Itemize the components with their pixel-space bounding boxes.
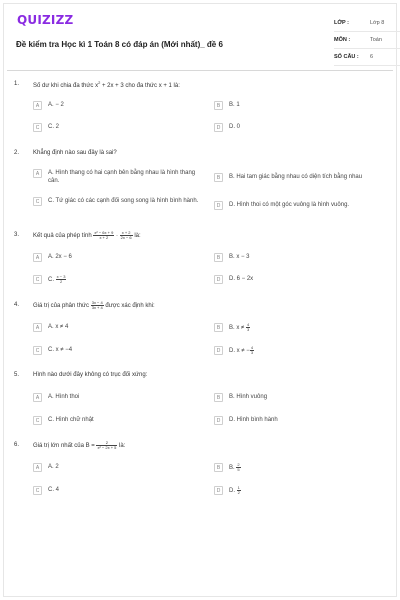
option-letter: C: [33, 416, 42, 425]
option-text: B. 1: [229, 102, 240, 108]
question-text: Giá trị của phân thức $\frac{3x - 4}{3x + 4}$ được xác định khi:: [33, 299, 155, 310]
option-letter: C: [33, 197, 42, 206]
option-text: C. 4: [48, 487, 60, 493]
option-c[interactable]: [33, 345, 203, 355]
option-b[interactable]: [214, 322, 384, 332]
option-d[interactable]: [214, 200, 394, 210]
question-number: 5.: [14, 372, 20, 378]
document-title: Đề kiểm tra Học kì 1 Toán 8 có đáp án (Mới nhất)_ đề 6: [16, 40, 223, 49]
option-letter: D: [214, 346, 223, 355]
option-text: D. 6 − 2x: [229, 276, 254, 282]
option-text: D. x ≠ − $\frac{4}{3}$: [229, 345, 254, 355]
option-d[interactable]: [214, 274, 384, 284]
fraction: $\frac{4}{3}$: [246, 322, 250, 332]
option-letter: B: [214, 173, 223, 182]
meta-value: 6: [370, 54, 374, 60]
option-letter: A: [33, 101, 42, 110]
option-c[interactable]: [33, 122, 203, 132]
option-text: B. Hình vuông: [229, 394, 268, 400]
question-number: 1.: [14, 81, 20, 87]
option-a[interactable]: [33, 462, 203, 472]
fraction: $\frac{2}{\text{x² − 2x + 5}}$: [97, 439, 117, 450]
question-text: Hình nào dưới đây không có trục đối xứng:: [33, 372, 148, 378]
meta-row-subject: [334, 32, 400, 49]
option-text: D. Hình thoi có một góc vuông là hình vuông.: [229, 202, 350, 208]
fraction: $\frac{\text{x² − 6x + 9}}{x + 2}$: [94, 229, 114, 240]
option-text: C. $\frac{x - 3}{2}$: [48, 274, 66, 284]
fraction: $\frac{1}{2}$: [237, 485, 240, 495]
question-4: [14, 300, 386, 364]
option-letter: A: [33, 323, 42, 332]
question-number: 3.: [14, 232, 20, 238]
option-letter: B: [214, 101, 223, 110]
option-letter: D: [214, 275, 223, 284]
option-letter: A: [33, 393, 42, 402]
meta-value: Toán: [370, 37, 382, 43]
header: [16, 10, 386, 62]
fraction: $\frac{x + 2}{2x - 6}$: [120, 229, 132, 240]
option-b[interactable]: [214, 100, 384, 110]
option-letter: C: [33, 123, 42, 132]
option-letter: B: [214, 393, 223, 402]
question-text: Kết quả của phép tính $\frac{\text{x² − 6x + 9}}{x + 2}$ · $\frac{x + 2}{2x - 6}$ là:: [33, 229, 141, 240]
option-letter: D: [214, 123, 223, 132]
question-number: 6.: [14, 442, 20, 448]
option-d[interactable]: [214, 122, 384, 132]
option-text: A. Hình thoi: [48, 394, 80, 400]
option-text: C. x ≠ −4: [48, 347, 73, 353]
quizizz-logo: QUIZIZZ: [17, 13, 74, 27]
option-letter: B: [214, 323, 223, 332]
option-letter: D: [214, 486, 223, 495]
question-2: [14, 148, 386, 220]
meta-key: MÔN :: [334, 37, 351, 43]
option-letter: B: [214, 253, 223, 262]
option-b[interactable]: [214, 462, 384, 472]
option-c[interactable]: [33, 485, 203, 495]
option-c[interactable]: [33, 415, 203, 425]
meta-table: [334, 15, 400, 66]
option-d[interactable]: [214, 485, 384, 495]
option-d[interactable]: [214, 345, 384, 355]
question-text: Giá trị lớn nhất của B = $\frac{2}{\text{x² − 2x + 5}}$ là:: [33, 439, 126, 450]
meta-row-count: [334, 49, 400, 66]
option-text: B. x ≠ $\frac{4}{3}$: [229, 322, 250, 332]
option-text: C. Hình chữ nhật: [48, 417, 94, 423]
option-text: D. 0: [229, 124, 241, 130]
option-text: C. Tứ giác có các cạnh đối song song là hình bình hành.: [48, 198, 199, 204]
option-letter: B: [214, 463, 223, 472]
option-d[interactable]: [214, 415, 384, 425]
option-text: C. 2: [48, 124, 60, 130]
meta-key: SỐ CÂU :: [334, 54, 359, 60]
option-letter: A: [33, 463, 42, 472]
question-number: 4.: [14, 302, 20, 308]
fraction: $\frac{x - 3}{2}$: [56, 274, 66, 284]
header-divider: [7, 70, 393, 71]
option-letter: D: [214, 201, 223, 210]
option-a[interactable]: [33, 100, 203, 110]
meta-value: Lớp 8: [370, 20, 385, 26]
option-letter: A: [33, 169, 42, 178]
option-text: B. $\frac{2}{5}$: [229, 462, 240, 472]
option-b[interactable]: [214, 392, 384, 402]
fraction: $\frac{2}{5}$: [237, 462, 240, 472]
question-number: 2.: [14, 150, 20, 156]
question-text: Số dư khi chia đa thức $x^2 + 2x + 3$ cho đa thức x + 1 là:: [33, 79, 180, 89]
question-6: [14, 440, 386, 504]
option-c[interactable]: [33, 274, 203, 284]
option-c[interactable]: [33, 196, 208, 206]
option-text: B. x − 3: [229, 254, 250, 260]
option-letter: C: [33, 486, 42, 495]
option-a[interactable]: [33, 392, 203, 402]
option-letter: C: [33, 275, 42, 284]
fraction: $\frac{4}{3}$: [250, 345, 254, 355]
option-text: A. 2x − 6: [48, 254, 72, 260]
option-letter: D: [214, 416, 223, 425]
option-letter: C: [33, 346, 42, 355]
question-3: [14, 230, 386, 294]
option-b[interactable]: [214, 172, 394, 182]
question-1: [14, 79, 386, 139]
option-text: A. x ≠ 4: [48, 324, 69, 330]
question-text: Khẳng định nào sau đây là sai?: [33, 150, 117, 156]
option-text: A. − 2: [48, 102, 64, 108]
option-a[interactable]: [33, 252, 203, 262]
option-a[interactable]: [33, 168, 208, 185]
fraction: $\frac{3x - 4}{3x + 4}$: [91, 299, 103, 310]
option-text: D. Hình bình hành: [229, 417, 278, 423]
option-text: B. Hai tam giác bằng nhau có diện tích bằng nhau: [229, 174, 363, 180]
option-text: D. $\frac{1}{2}$: [229, 485, 240, 495]
option-b[interactable]: [214, 252, 384, 262]
option-text: A. Hình thang có hai cạnh bên bằng nhau là hình thang cân.: [48, 170, 196, 184]
option-a[interactable]: [33, 322, 203, 332]
question-5: [14, 370, 386, 432]
option-letter: A: [33, 253, 42, 262]
option-text: A. 2: [48, 464, 59, 470]
meta-key: LỚP :: [334, 20, 349, 26]
meta-row-class: [334, 15, 400, 32]
